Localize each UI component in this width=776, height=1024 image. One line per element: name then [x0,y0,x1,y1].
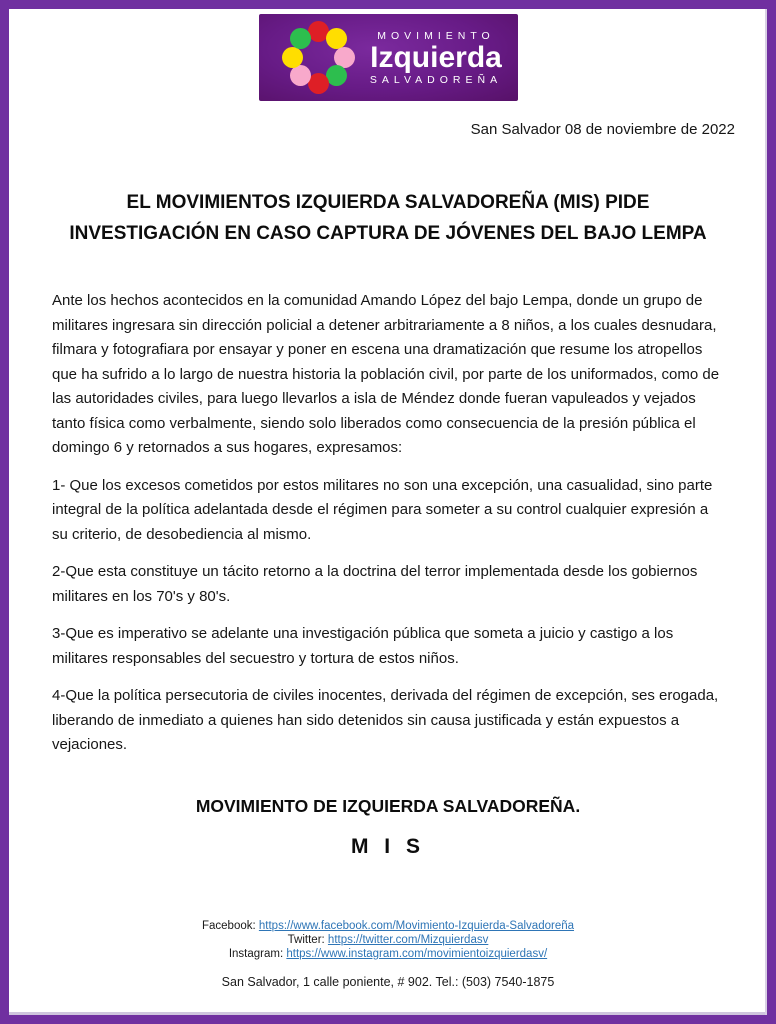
signoff-acronym: M I S [350,835,425,858]
paragraph-point-3: 3-Que es imperativo se adelante una investigación pública que someta a juicio y castigo a los militares responsables del secuestro y tortura de estos niños. [52,625,674,667]
twitter-link[interactable]: https://twitter.com/Mizquierdasv [327,934,489,946]
address-line: San Salvador, 1 calle poniente, # 902. Tel.: (503) 7540-1875 [221,975,555,989]
paragraph-point-1: 1- Que los excesos cometidos por estos militares no son una excepción, una casualidad, sino parte integral de la política adelantada desde el régimen para someter a su control cualquier expresión a su criterio, de desobediencia al mismo. [52,476,713,543]
logo-dot [308,73,329,94]
facebook-link-row [9,919,767,933]
document-title-line2: INVESTIGACIÓN EN CASO CAPTURA DE JÓVENES DEL BAJO LEMPA [69,223,707,244]
mis-logo-banner [259,14,518,101]
twitter-link-row [9,933,767,947]
paragraph-point-2: 2-Que esta constituye un tácito retorno a la doctrina del terror implementada desde los gobiernos militares en los 70's y 80's. [52,563,698,605]
instagram-link-row [9,947,767,961]
logo-dot [326,65,347,86]
document-body [52,289,726,758]
paragraph-intro: Ante los hechos acontecidos en la comunidad Amando López del bajo Lempa, donde un grupo de militares ingresara sin dirección policial a detener arbitrariamente a 8 niños, a los cuales desnudara, filmara y fotografiara por ensayar y poner en escena una dramatización que resume los atropellos que ha sufrido a lo largo de nuestra historia la población civil, por parte de los uniformados, como de las autoridades civiles, para luego llevarlos a isla de Méndez donde fueran vapuleados y vejados tanto física como verbalmente, siendo solo liberados como consecuencia de la presión pública el domingo 6 y retornados a sus hogares, expresamos: [52,292,720,456]
facebook-label: Facebook: [201,920,256,932]
logo-line-salvadorena: SALVADOREÑA [369,73,503,86]
logo-dot [290,65,311,86]
logo-dot [290,28,311,49]
paragraph-point-4: 4-Que la política persecutoria de civiles inocentes, derivada del régimen de excepción, ses erogada, liberando de inmediato a quienes han sido detenidos sin causa justificada y están expuestos a vejaciones. [52,687,719,753]
logo-line-movimiento: MOVIMIENTO [377,29,495,42]
instagram-link[interactable]: https://www.instagram.com/movimientoizquierdasv/ [286,948,548,960]
twitter-label: Twitter: [287,934,325,946]
logo-dot [326,28,347,49]
dateline: San Salvador 08 de noviembre de 2022 [470,121,735,138]
logo-line-izquierda: Izquierda [370,40,502,74]
facebook-link[interactable]: https://www.facebook.com/Movimiento-Izquierda-Salvadoreña [258,920,575,932]
signoff-organization: MOVIMIENTO DE IZQUIERDA SALVADOREÑA. [195,796,581,816]
instagram-label: Instagram: [228,948,284,960]
document-title-line1: EL MOVIMIENTOS IZQUIERDA SALVADOREÑA (MIS) PIDE [126,192,650,213]
logo-dot [282,47,303,68]
social-links [9,919,767,961]
document-title [9,187,767,249]
logo-wordmark [359,14,514,101]
